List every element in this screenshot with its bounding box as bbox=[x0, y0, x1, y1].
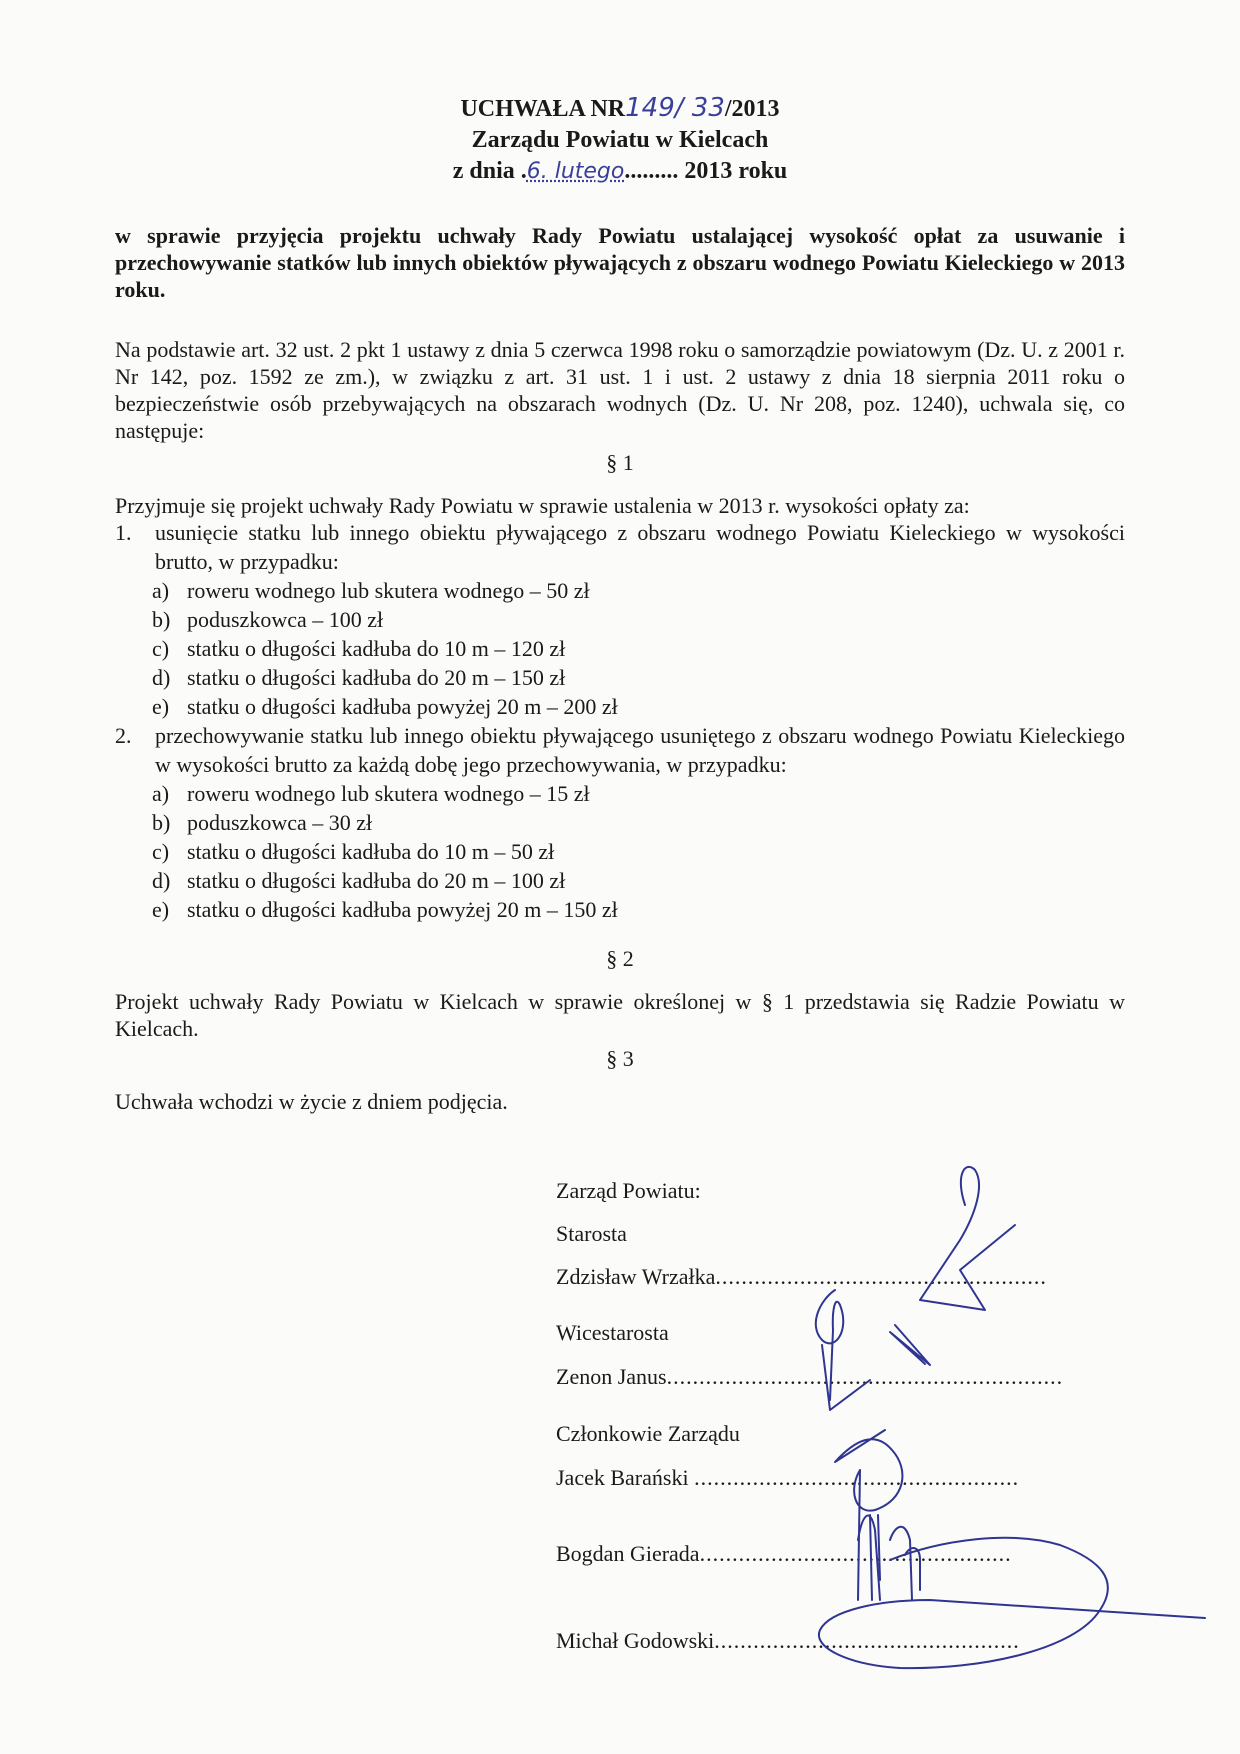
handwritten-resolution-number: 149/ 33 bbox=[625, 93, 725, 123]
section-1-list bbox=[115, 518, 1125, 924]
sub-item bbox=[152, 576, 1125, 605]
list-item-text: usunięcie statku lub innego obiektu pływającego z obszaru wodnego Powiatu Kieleckiego w wysokości brutto, w przypadku: bbox=[155, 520, 1125, 574]
resolution-subject: w sprawie przyjęcia projektu uchwały Rady Powiatu ustalającej wysokość opłat za usuwanie i przechowywanie statków lub innych obiektów pływających z obszaru wodnego Powiatu Kieleckiego w 2013 roku. bbox=[115, 223, 1125, 302]
date-suffix: 2013 roku bbox=[678, 158, 788, 184]
issuing-authority: Zarządu Powiatu w Kielcach bbox=[471, 127, 769, 153]
sub-item-text: poduszkowca – 100 zł bbox=[187, 607, 384, 632]
sub-item bbox=[152, 808, 1125, 837]
sub-item-letter: b) bbox=[152, 810, 171, 835]
list-item-2 bbox=[115, 721, 1125, 779]
signature-dots: .................................................. bbox=[694, 1465, 1020, 1490]
vice-starosta-name: Zenon Janus bbox=[556, 1364, 667, 1389]
starosta-signature-line bbox=[556, 1264, 1047, 1290]
signature-dots: ................................................... bbox=[715, 1264, 1047, 1289]
sub-list-2 bbox=[115, 779, 1125, 924]
sub-item bbox=[152, 895, 1125, 924]
resolution-header bbox=[0, 93, 1240, 187]
member-name: Michał Godowski bbox=[556, 1628, 715, 1653]
sub-item-letter: a) bbox=[152, 781, 170, 806]
section-1-intro: Przyjmuje się projekt uchwały Rady Powiatu w sprawie ustalenia w 2013 r. wysokości opłaty za: bbox=[115, 493, 970, 518]
list-item-text: przechowywanie statku lub innego obiektu pływającego usuniętego z obszaru wodnego Powiatu Kieleckiego w wysokości brutto za każdą dobę jego przechowywania, w przypadku: bbox=[155, 723, 1125, 777]
member-name: Bogdan Gierada bbox=[556, 1541, 700, 1566]
list-item-number: 1. bbox=[115, 520, 132, 545]
section-2-mark: § 2 bbox=[606, 946, 634, 971]
sub-item-text: poduszkowca – 30 zł bbox=[187, 810, 373, 835]
member-signature-line bbox=[556, 1465, 1019, 1491]
sub-item-text: statku o długości kadłuba do 20 m – 150 zł bbox=[187, 665, 566, 690]
sub-item-text: statku o długości kadłuba do 10 m – 120 zł bbox=[187, 636, 566, 661]
sub-item-letter: e) bbox=[152, 897, 170, 922]
sub-item bbox=[152, 779, 1125, 808]
legal-basis: Na podstawie art. 32 ust. 2 pkt 1 ustawy z dnia 5 czerwca 1998 roku o samorządzie powiatowym (Dz. U. z 2001 r. Nr 142, poz. 1592 ze zm.), w związku z art. 31 ust. 1 i ust. 2 ustawy z dnia 18 sierpnia 2011 roku o bezpieczeństwie osób przebywających na obszarach wodnych (Dz. U. Nr 208, poz. 1240), uchwala się, co następuje: bbox=[115, 337, 1125, 443]
title-suffix: /2013 bbox=[724, 96, 780, 122]
vice-starosta-heading: Wicestarosta bbox=[556, 1320, 669, 1345]
barański-signature bbox=[835, 1430, 902, 1600]
signature-dots: ............................................... bbox=[714, 1628, 1020, 1653]
member-signature-line bbox=[556, 1628, 1020, 1654]
sub-item-letter: b) bbox=[152, 607, 171, 632]
sub-item-text: statku o długości kadłuba powyżej 20 m – 200 zł bbox=[187, 694, 618, 719]
starosta-heading: Starosta bbox=[556, 1221, 627, 1246]
sub-item bbox=[152, 866, 1125, 895]
section-3-mark: § 3 bbox=[606, 1046, 634, 1071]
sub-item bbox=[152, 663, 1125, 692]
list-item-number: 2. bbox=[115, 723, 132, 748]
sub-item-letter: d) bbox=[152, 868, 171, 893]
date-prefix: z dnia . bbox=[452, 158, 527, 184]
sub-item-letter: c) bbox=[152, 839, 170, 864]
resolution-title bbox=[0, 93, 1240, 125]
sub-item-text: statku o długości kadłuba do 10 m – 50 zł bbox=[187, 839, 555, 864]
sub-item bbox=[152, 837, 1125, 866]
section-2-text: Projekt uchwały Rady Powiatu w Kielcach w sprawie określonej w § 1 przedstawia się Radzie Powiatu w Kielcach. bbox=[115, 989, 1125, 1041]
sub-item bbox=[152, 634, 1125, 663]
vice-starosta-signature-line bbox=[556, 1364, 1063, 1390]
sub-item-letter: c) bbox=[152, 636, 170, 661]
date-dots: ......... bbox=[624, 158, 679, 184]
sub-item-letter: d) bbox=[152, 665, 171, 690]
sub-item-text: statku o długości kadłuba do 20 m – 100 zł bbox=[187, 868, 566, 893]
signature-dots: ................................................ bbox=[699, 1541, 1012, 1566]
handwritten-date: 6. lutego bbox=[526, 159, 625, 184]
sub-item-text: roweru wodnego lub skutera wodnego – 15 zł bbox=[187, 781, 590, 806]
sub-item-text: roweru wodnego lub skutera wodnego – 50 zł bbox=[187, 578, 590, 603]
sub-item bbox=[152, 692, 1125, 721]
sub-item-text: statku o długości kadłuba powyżej 20 m – 150 zł bbox=[187, 897, 618, 922]
board-heading: Zarząd Powiatu: bbox=[556, 1178, 701, 1203]
vice-starosta-signature bbox=[816, 1290, 930, 1410]
sub-item bbox=[152, 605, 1125, 634]
signature-dots: ............................................................. bbox=[666, 1364, 1064, 1389]
sub-item-letter: a) bbox=[152, 578, 170, 603]
member-signature-line bbox=[556, 1541, 1012, 1567]
section-3-text: Uchwała wchodzi w życie z dniem podjęcia. bbox=[115, 1089, 508, 1114]
members-heading: Członkowie Zarządu bbox=[556, 1421, 740, 1446]
starosta-name: Zdzisław Wrzałka bbox=[556, 1264, 716, 1289]
member-name: Jacek Barański bbox=[556, 1465, 695, 1490]
sub-item-letter: e) bbox=[152, 694, 170, 719]
title-prefix: UCHWAŁA NR bbox=[460, 96, 626, 122]
sub-list-1 bbox=[115, 576, 1125, 721]
list-item-1 bbox=[115, 518, 1125, 576]
section-1-mark: § 1 bbox=[606, 450, 634, 475]
resolution-date bbox=[0, 156, 1240, 187]
